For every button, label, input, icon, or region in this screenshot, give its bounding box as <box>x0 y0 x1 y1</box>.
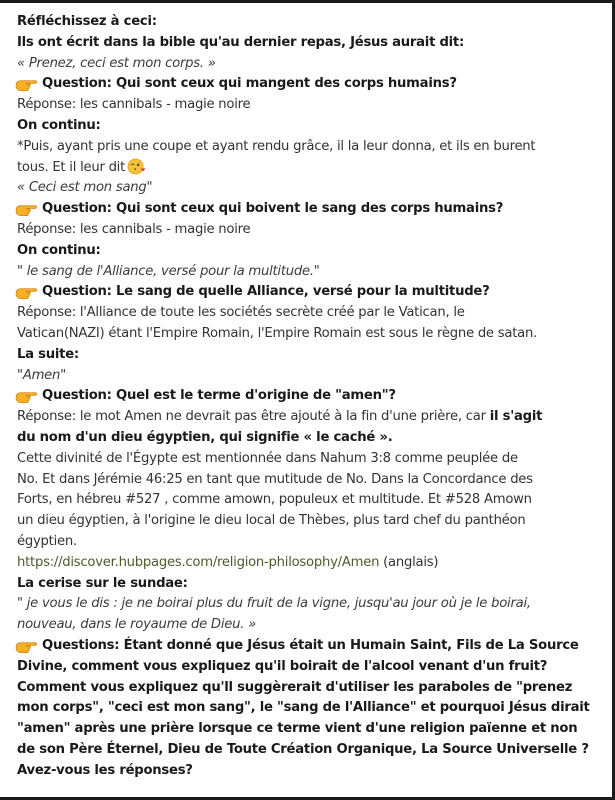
pointing-hand-icon <box>15 388 38 405</box>
quote-blood: « Ceci est mon sang" <box>17 180 153 196</box>
question-2: Question: Qui sont ceux qui boivent le sang des corps humains? <box>17 199 606 220</box>
pointing-hand-icon <box>15 201 38 218</box>
pointing-hand-icon <box>15 76 38 93</box>
final-question-line-6: de son Père Éternel, Dieu de Toute Création Organique, La Source Universelle ? <box>17 741 589 757</box>
final-question-line-7: Avez-vous les réponses? <box>17 762 193 778</box>
paragraph-line-4: un dieu égyptien, à l'origine le dieu local de Thèbes, plus tard chef du panthéon <box>17 513 526 529</box>
pointing-hand-icon <box>15 638 38 655</box>
answer-3-line-1: Réponse: l'Alliance de toute les sociétés secrète créé par le Vatican, le <box>17 305 465 321</box>
answer-2: Réponse: les cannibals - magie noire <box>17 221 251 237</box>
answer-4-line-1: Réponse: le mot Amen ne devrait pas être ajouté à la fin d'une prière, car il s'agit <box>17 409 543 425</box>
quote-alliance: " le sang de l'Alliance, versé pour la multitude." <box>17 263 320 279</box>
source-line: https://discover.hubpages.com/religion-philosophy/Amen (anglais) <box>17 554 439 570</box>
kiss-face-icon <box>127 158 146 175</box>
paragraph-line-3: Forts, en hébreu #527 , comme amown, populeux et multitude. Et #528 Amown <box>17 492 532 508</box>
final-question-line-2: Divine, comment vous expliquez qu'il boirait de l'alcool venant d'un fruit? <box>17 658 548 674</box>
answer-4-line-2: du nom d'un dieu égyptien, qui signifie « le caché ». <box>17 429 393 445</box>
pointing-hand-icon <box>15 284 38 301</box>
verse-line-2: tous. Et il leur dit <box>17 158 606 179</box>
answer-1: Réponse: les cannibals - magie noire <box>17 97 251 113</box>
next-heading: La suite: <box>17 346 79 362</box>
question-1: Question: Qui sont ceux qui mangent des corps humains? <box>17 74 606 95</box>
question-4: Question: Quel est le terme d'origine de "amen"? <box>17 386 606 407</box>
source-link[interactable]: https://discover.hubpages.com/religion-philosophy/Amen <box>17 554 380 570</box>
quote-vine-line-1: " je vous le dis : je ne boirai plus du fruit de la vigne, jusqu'au jour où je le boirai, <box>17 596 531 612</box>
paragraph-line-5: égyptien. <box>17 533 77 549</box>
continue-heading-1: On continu: <box>17 117 101 133</box>
answer-3-line-2: Vatican(NAZI) étant l'Empire Romain, l'Empire Romain est sous le règne de satan. <box>17 325 537 341</box>
final-question-line-5: "amen" après une prière lorsque ce terme vient d'une religion païenne et non <box>17 721 578 737</box>
paragraph-line-1: Cette divinité de l'Égypte est mentionnée dans Nahum 3:8 comme peuplée de <box>17 450 518 466</box>
cherry-heading: La cerise sur le sundae: <box>17 575 188 591</box>
question-3: Question: Le sang de quelle Alliance, versé pour la multitude? <box>17 282 606 303</box>
intro-heading: Réfléchissez à ceci: <box>17 14 157 29</box>
quote-body: « Prenez, ceci est mon corps. » <box>17 55 216 71</box>
quote-amen: "Amen" <box>17 367 66 383</box>
verse-line-1: *Puis, ayant pris une coupe et ayant rendu grâce, il la leur donna, et ils en burent <box>17 138 536 154</box>
continue-heading-2: On continu: <box>17 242 101 258</box>
question-5: Questions: Étant donné que Jésus était un Humain Saint, Fils de La Source <box>17 636 606 657</box>
final-question-line-4: mon corps", "ceci est mon sang", le "sang de l'Alliance" et pourquoi Jésus dirait <box>17 700 590 716</box>
final-question-line-3: Comment vous expliquez qu'll suggèrerait d'utiliser les paraboles de "prenez <box>17 679 573 695</box>
paragraph-line-2: No. Et dans Jérémie 46:25 en tant que mutitude de No. Dans la Concordance des <box>17 471 533 487</box>
intro-statement: Ils ont écrit dans la bible qu'au dernier repas, Jésus aurait dit: <box>17 34 465 50</box>
quote-vine-line-2: nouveau, dans le royaume de Dieu. » <box>17 617 256 633</box>
